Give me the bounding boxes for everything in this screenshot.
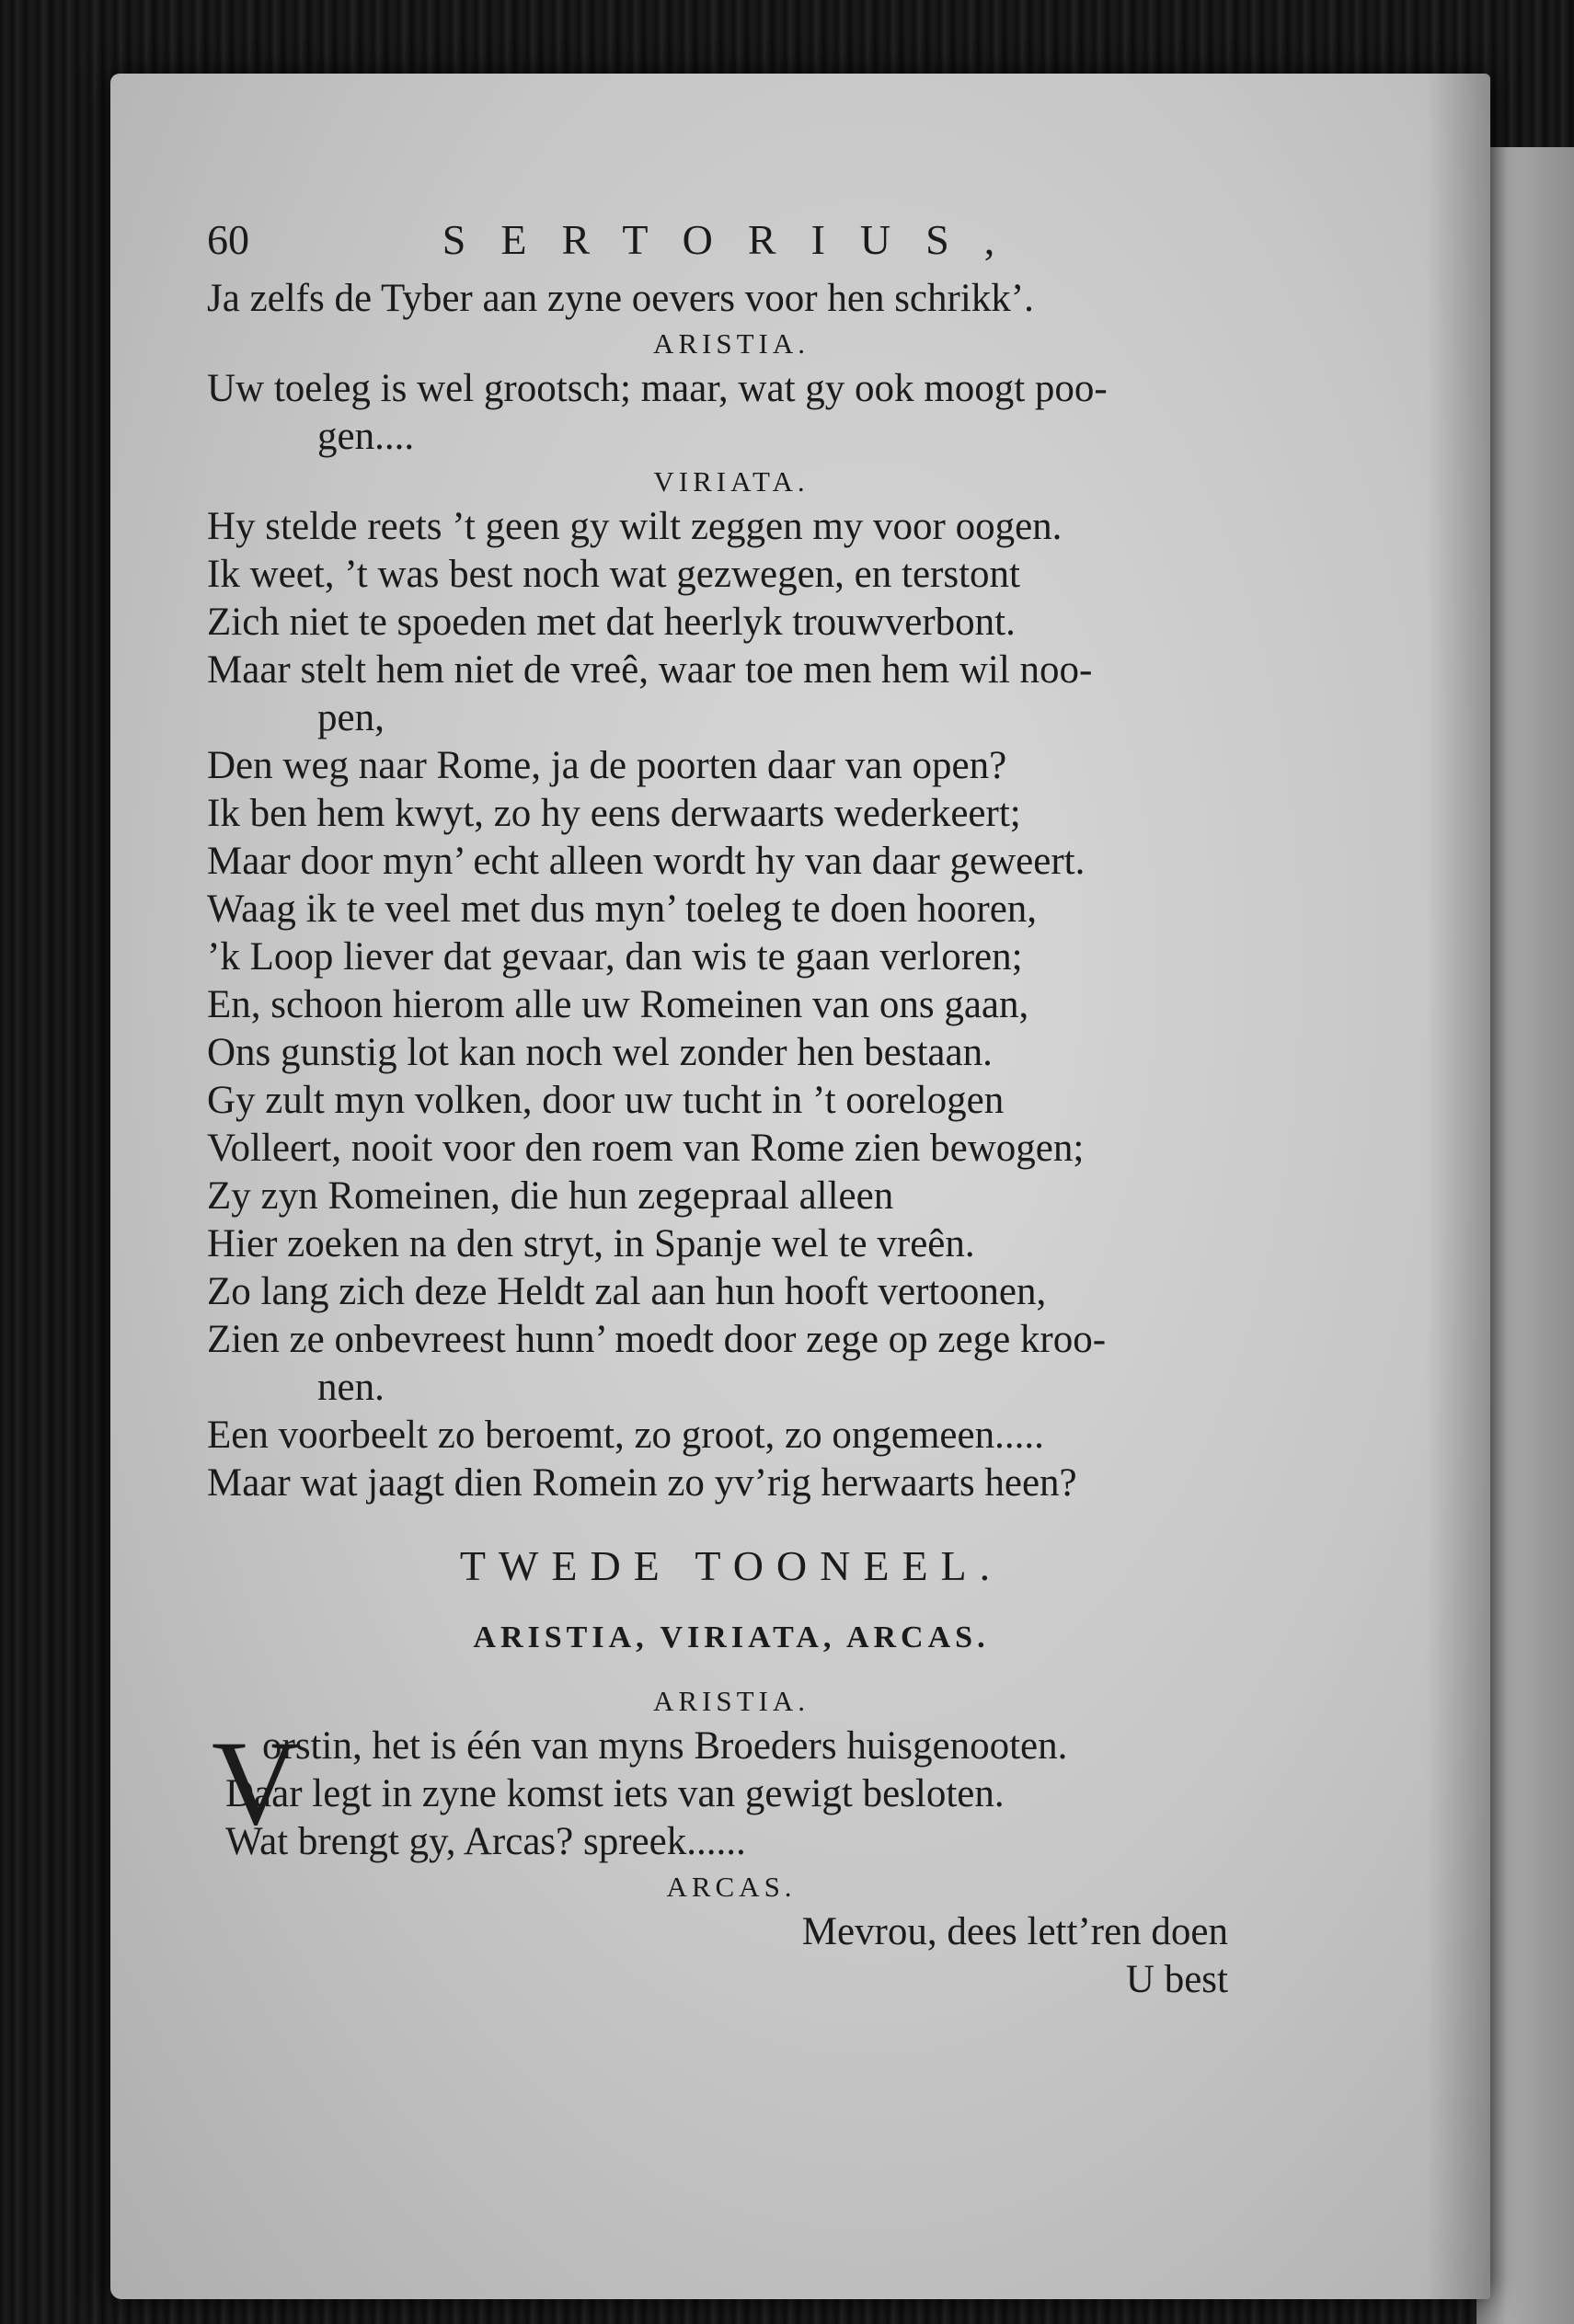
verse-line: Zich niet te spoeden met dat heerlyk trouwverbont.	[207, 601, 1016, 644]
verse-line: Uw toeleg is wel grootsch; maar, wat gy ook moogt poo-	[207, 367, 1108, 410]
catchword: U best	[1125, 1958, 1228, 2001]
scene-opening	[207, 1715, 1256, 1866]
verse-line: Hy stelde reets ’t geen gy wilt zeggen my voor oogen.	[207, 505, 1063, 548]
verse-line: Zien ze onbevreest hunn’ moedt door zege op zege kroo-	[207, 1318, 1107, 1361]
verse-line: Daar legt in zyne komst iets van gewigt besloten.	[225, 1772, 1005, 1815]
verse-line: nen.	[317, 1366, 385, 1409]
scene-title: TWEDE TOONEEL.	[459, 1542, 1004, 1589]
running-title: SERTORIUS,	[442, 216, 1030, 263]
facing-page-edge	[1476, 147, 1574, 2324]
verse-line: Ik weet, ’t was best noch wat gezwegen, en terstont	[207, 553, 1020, 596]
verse-line: Hier zoeken na den stryt, in Spanje wel te vreên.	[207, 1222, 975, 1265]
speaker-name: ARISTIA.	[652, 1685, 810, 1717]
verse-line: ’k Loop liever dat gevaar, dan wis te gaan verloren;	[207, 935, 1023, 979]
verse-line: gen....	[317, 415, 415, 458]
verse-line: En, schoon hierom alle uw Romeinen van ons gaan,	[207, 983, 1029, 1026]
speaker-name: ARISTIA.	[652, 327, 810, 360]
verse-line: Ons gunstig lot kan noch wel zonder hen bestaan.	[207, 1031, 993, 1074]
verse-line: Maar door myn’ echt alleen wordt hy van daar geweert.	[207, 840, 1086, 883]
verse-line: orstin, het is één van myns Broeders huisgenooten.	[262, 1724, 1068, 1768]
scene-characters: ARISTIA, VIRIATA, ARCAS.	[473, 1620, 990, 1654]
verse-line: Ik ben hem kwyt, zo hy eens derwaarts wederkeert;	[207, 792, 1021, 835]
verse-line: Zy zyn Romeinen, die hun zegepraal alleen	[207, 1174, 894, 1218]
verse-line: Waag ik te veel met dus myn’ toeleg te doen hooren,	[207, 887, 1038, 931]
verse-line: Wat brengt gy, Arcas? spreek......	[225, 1820, 746, 1863]
verse-line: Volleert, nooit voor den roem van Rome zien bewogen;	[207, 1127, 1085, 1170]
verse-line: Maar wat jaagt dien Romein zo yv’rig herwaarts heen?	[207, 1461, 1077, 1505]
verse-block	[207, 275, 1256, 1507]
verse-line: pen,	[317, 696, 385, 739]
speaker-name: VIRIATA.	[653, 465, 810, 498]
verse-line: Den weg naar Rome, ja de poorten daar van open?	[207, 744, 1007, 787]
verse-line: Gy zult myn volken, door uw tucht in ’t oorelogen	[207, 1079, 1005, 1122]
verse-line: Ja zelfs de Tyber aan zyne oevers voor hen schrikk’.	[207, 277, 1034, 320]
page-number: 60	[207, 216, 249, 263]
verse-line: Een voorbeelt zo beroemt, zo groot, zo ongemeen.....	[207, 1414, 1044, 1457]
verse-line: Maar stelt hem niet de vreê, waar toe men hem wil noo-	[207, 648, 1093, 692]
gutter-shadow	[1426, 74, 1490, 2299]
verse-line: Zo lang zich deze Heldt zal aan hun hooft vertoonen,	[207, 1270, 1047, 1313]
speaker-name: ARCAS.	[666, 1871, 797, 1903]
page-text	[207, 216, 1256, 2004]
drop-cap: V	[212, 1715, 300, 1850]
verse-line: Mevrou, dees lett’ren doen	[801, 1910, 1228, 1953]
running-header	[207, 216, 1256, 275]
